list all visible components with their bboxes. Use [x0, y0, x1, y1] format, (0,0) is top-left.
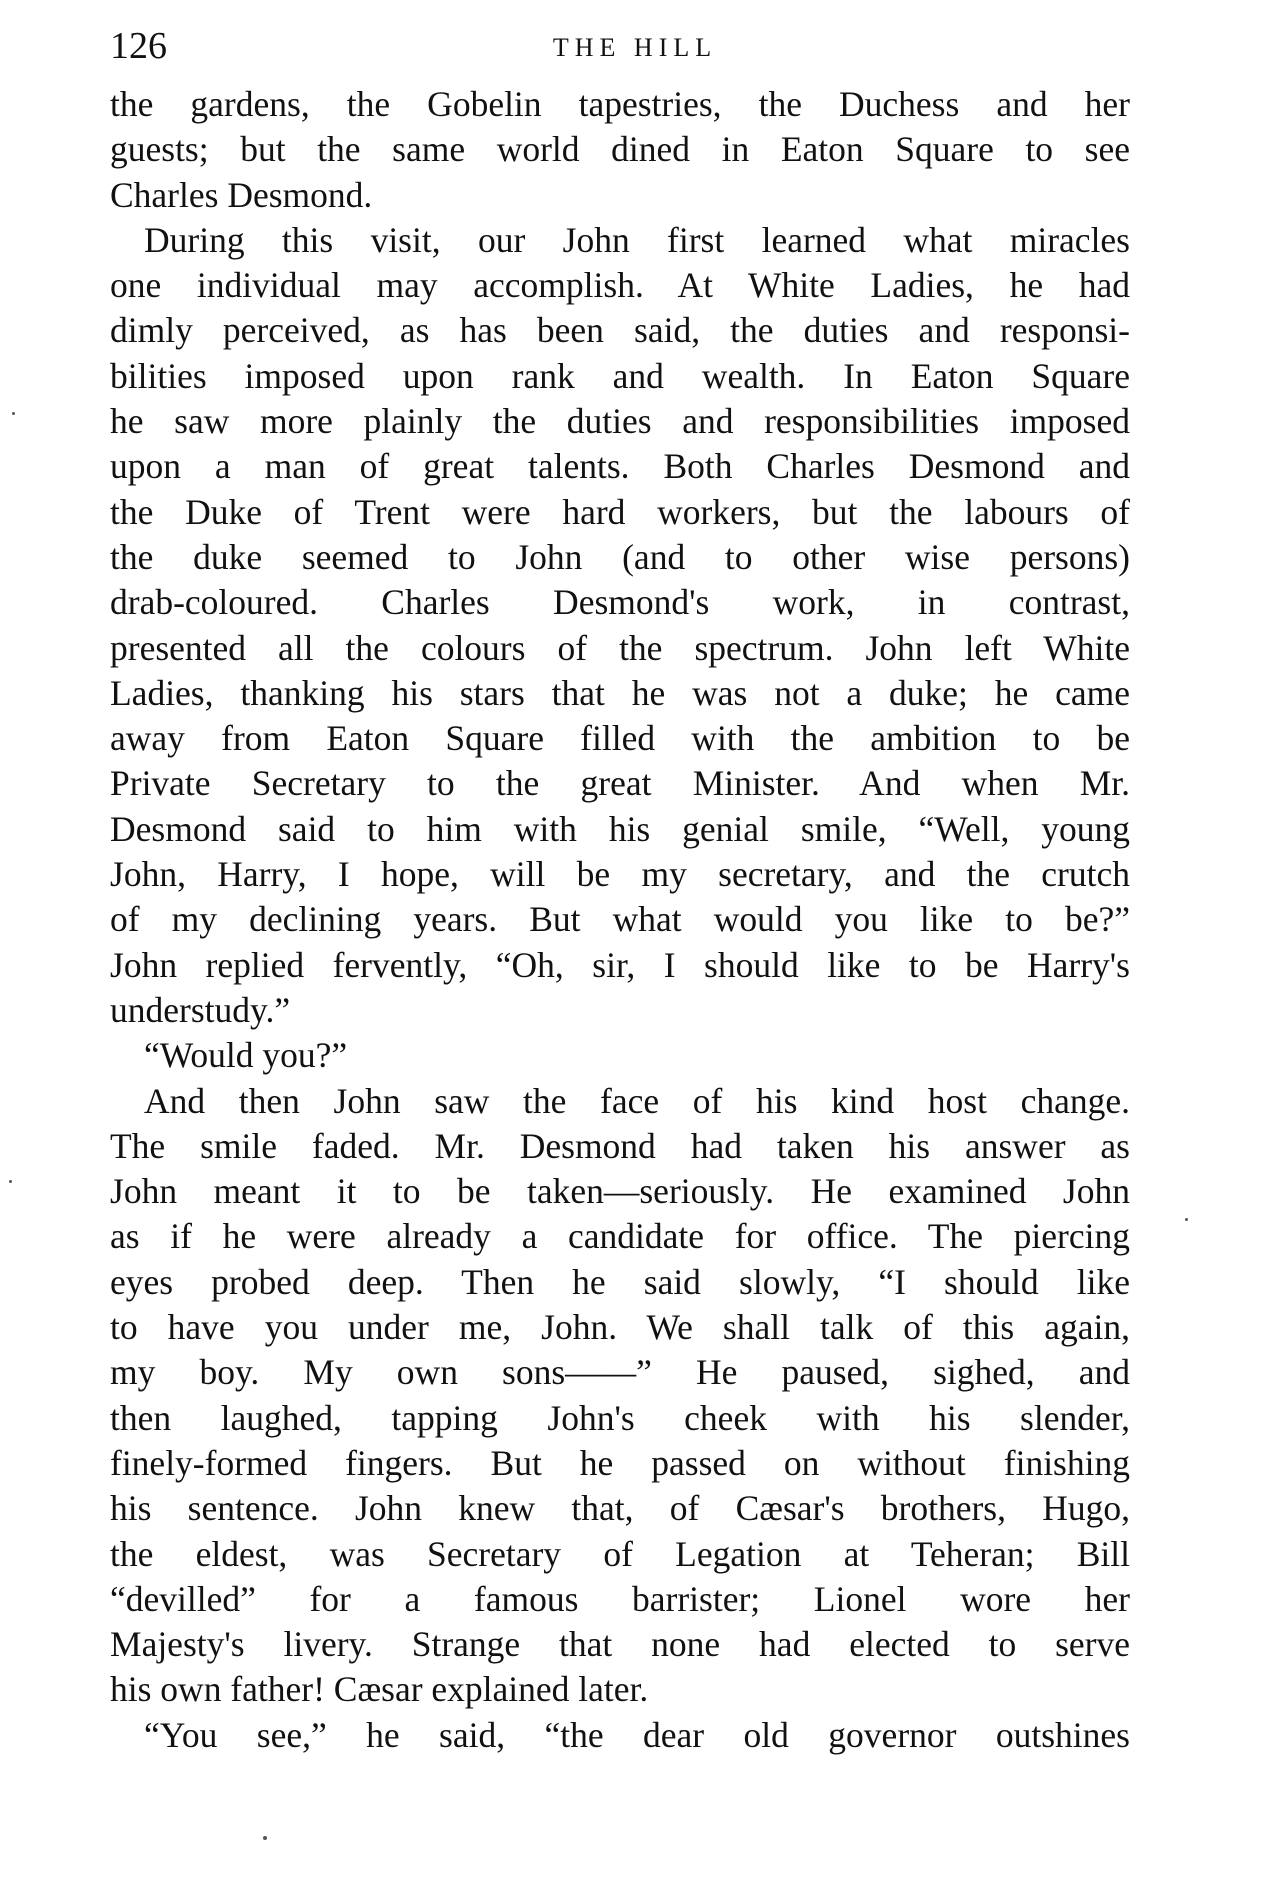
text-line: understudy.”	[110, 989, 291, 1030]
text-line: And then John saw the face of his kind host change.	[144, 1080, 1130, 1121]
text-line: John, Harry, I hope, will be my secretary, and the crutch	[110, 854, 1130, 895]
page-number: 126	[110, 25, 167, 67]
text-line: away from Eaton Square filled with the ambition to be	[110, 718, 1130, 759]
text-line: presented all the colours of the spectrum. John left White	[110, 627, 1130, 668]
text-line: his own father! Cæsar explained later.	[110, 1669, 649, 1710]
text-line: his sentence. John knew that, of Cæsar's brothers, Hugo,	[110, 1488, 1130, 1529]
scan-speck	[9, 1180, 12, 1183]
text-line: one individual may accomplish. At White Ladies, he had	[110, 265, 1130, 306]
text-line: “Would you?”	[144, 1035, 348, 1076]
text-line: of my declining years. But what would you like to be?”	[110, 899, 1130, 940]
text-line: bilities imposed upon rank and wealth. In Eaton Square	[110, 355, 1130, 396]
text-line: dimly perceived, as has been said, the duties and responsi-	[110, 310, 1130, 351]
text-line: the gardens, the Gobelin tapestries, the Duchess and her	[110, 84, 1130, 124]
text-line: The smile faded. Mr. Desmond had taken his answer as	[110, 1125, 1130, 1166]
scan-speck	[12, 412, 15, 415]
text-line: Ladies, thanking his stars that he was not a duke; he came	[110, 672, 1130, 713]
scan-speck	[263, 1836, 267, 1840]
text-line: upon a man of great talents. Both Charles Desmond and	[110, 446, 1130, 487]
text-line: then laughed, tapping John's cheek with his slender,	[110, 1397, 1130, 1438]
running-title: THE HILL	[552, 33, 718, 62]
scan-speck	[1185, 1218, 1188, 1221]
text-line: Private Secretary to the great Minister. And when Mr.	[110, 763, 1130, 804]
text-line: he saw more plainly the duties and responsibilities imposed	[110, 401, 1130, 442]
text-line: John replied fervently, “Oh, sir, I should like to be Harry's	[110, 944, 1130, 985]
text-line: Desmond said to him with his genial smile, “Well, young	[110, 808, 1130, 849]
text-line: as if he were already a candidate for office. The piercing	[110, 1216, 1130, 1257]
text-line: finely-formed fingers. But he passed on without finishing	[110, 1442, 1130, 1483]
text-line: “devilled” for a famous barrister; Lionel wore her	[110, 1578, 1130, 1619]
text-line: the Duke of Trent were hard workers, but the labours of	[110, 491, 1130, 532]
text-line: During this visit, our John first learned what miracles	[144, 219, 1130, 260]
text-line: the eldest, was Secretary of Legation at Teheran; Bill	[110, 1533, 1130, 1574]
text-line: my boy. My own sons——” He paused, sighed, and	[110, 1352, 1130, 1393]
page-header	[110, 20, 1130, 72]
text-line: John meant it to be taken—seriously. He examined John	[110, 1171, 1130, 1212]
text-line: eyes probed deep. Then he said slowly, “I should like	[110, 1261, 1130, 1302]
text-line: the duke seemed to John (and to other wise persons)	[110, 536, 1130, 577]
text-line: Majesty's livery. Strange that none had elected to serve	[110, 1624, 1130, 1665]
text-line: to have you under me, John. We shall talk of this again,	[110, 1307, 1130, 1348]
text-line: “You see,” he said, “the dear old governor outshines	[144, 1714, 1130, 1755]
text-line: Charles Desmond.	[110, 174, 373, 215]
body-text	[110, 82, 1130, 1758]
text-line: guests; but the same world dined in Eaton Square to see	[110, 129, 1130, 170]
text-line: drab-coloured. Charles Desmond's work, in contrast,	[110, 582, 1130, 623]
